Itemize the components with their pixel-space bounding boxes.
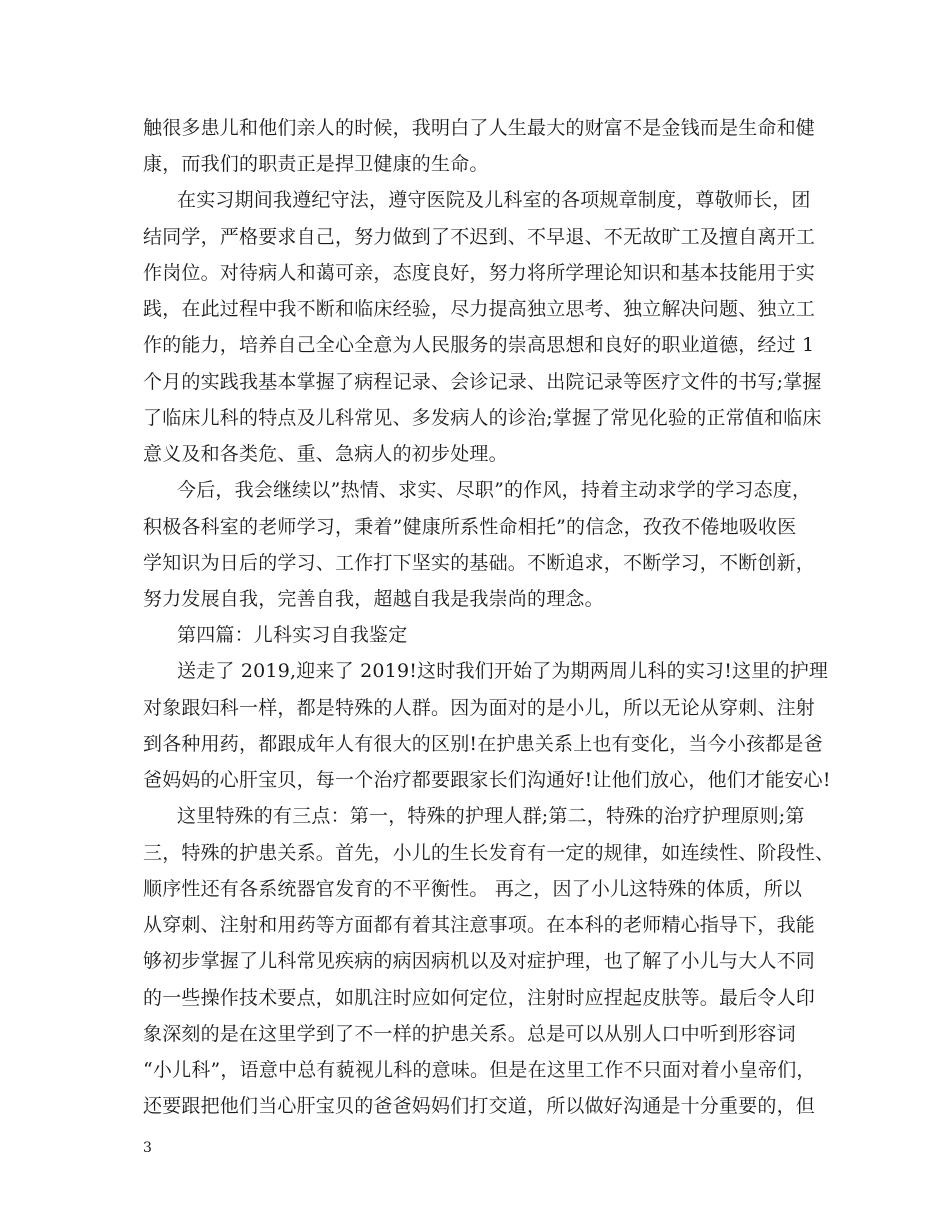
paragraph-first-line: 这里特殊的有三点：第一，特殊的护理人群;第二，特殊的治疗护理原则;第 xyxy=(177,805,805,827)
text-line: 康，而我们的职责正是捍卫健康的生命。 xyxy=(143,153,489,175)
text-line: 触很多患儿和他们亲人的时候，我明白了人生最大的财富不是金钱而是生命和健 xyxy=(143,117,816,139)
paragraph-first-line: 今后，我会继续以”热情、求实、尽职”的作风，持着主动求学的学习态度， xyxy=(177,479,812,501)
text-line: 的一些操作技术要点，如肌注时应如何定位，注射时应捏起皮肤等。最后令人印 xyxy=(143,987,816,1009)
text-line: 个月的实践我基本掌握了病程记录、会诊记录、出院记录等医疗文件的书写;掌握 xyxy=(143,371,822,393)
text-line: 学知识为日后的学习、工作打下坚实的基础。不断追求，不断学习，不断创新， xyxy=(143,552,816,574)
text-line: 还要跟把他们当心肝宝贝的爸爸妈妈们打交道，所以做好沟通是十分重要的，但 xyxy=(143,1095,816,1117)
text-line: 顺序性还有各系统器官发育的不平衡性。 再之，因了小儿这特殊的体质，所以 xyxy=(143,878,803,900)
text-line: “小儿科”，语意中总有藐视儿科的意味。但是在这里工作不只面对着小皇帝们， xyxy=(143,1059,816,1081)
page-number: 3 xyxy=(143,1140,152,1156)
text-line: 从穿刺、注射和用药等方面都有着其注意事项。在本科的老师精心指导下，我能 xyxy=(143,914,816,936)
text-line: 到各种用药，都跟成年人有很大的区别!在护患关系上也有变化，当今小孩都是爸 xyxy=(143,733,823,755)
text-line: 象深刻的是在这里学到了不一样的护患关系。总是可以从别人口中听到形容词 xyxy=(143,1023,796,1045)
text-line: 三，特殊的护患关系。首先，小儿的生长发育有一定的规律，如连续性、阶段性、 xyxy=(143,842,835,864)
text-line: 积极各科室的老师学习，秉着”健康所系性命相托”的信念，孜孜不倦地吸收医 xyxy=(143,516,797,538)
section-heading: 第四篇：儿科实习自我鉴定 xyxy=(177,624,408,646)
text-line: 够初步掌握了儿科常见疾病的病因病机以及对症护理，也了解了小儿与大人不同 xyxy=(143,950,816,972)
text-line: 努力发展自我，完善自我，超越自我是我崇尚的理念。 xyxy=(143,588,604,610)
text-line: 了临床儿科的特点及儿科常见、多发病人的诊治;掌握了常见化验的正常值和临床 xyxy=(143,407,822,429)
text-line: 爸妈妈的心肝宝贝，每一个治疗都要跟家长们沟通好!让他们放心，他们才能安心! xyxy=(143,769,831,791)
text-line: 践，在此过程中我不断和临床经验，尽力提高独立思考、独立解决问题、独立工 xyxy=(143,298,816,320)
text-line: 结同学，严格要求自己，努力做到了不迟到、不早退、不无故旷工及擅自离开工 xyxy=(143,226,816,248)
text-line: 意义及和各类危、重、急病人的初步处理。 xyxy=(143,443,508,465)
paragraph-first-line: 在实习期间我遵纪守法，遵守医院及儿科室的各项规章制度，尊敬师长，团 xyxy=(177,189,811,211)
text-line: 对象跟妇科一样，都是特殊的人群。因为面对的是小儿，所以无论从穿刺、注射 xyxy=(143,697,816,719)
paragraph-first-line: 送走了 2019,迎来了 2019!这时我们开始了为期两周儿科的实习!这里的护理 xyxy=(177,660,829,682)
text-line: 作的能力，培养自己全心全意为人民服务的崇高思想和良好的职业道德，经过 1 xyxy=(143,334,815,356)
text-line: 作岗位。对待病人和蔼可亲，态度良好，努力将所学理论知识和基本技能用于实 xyxy=(143,262,816,284)
